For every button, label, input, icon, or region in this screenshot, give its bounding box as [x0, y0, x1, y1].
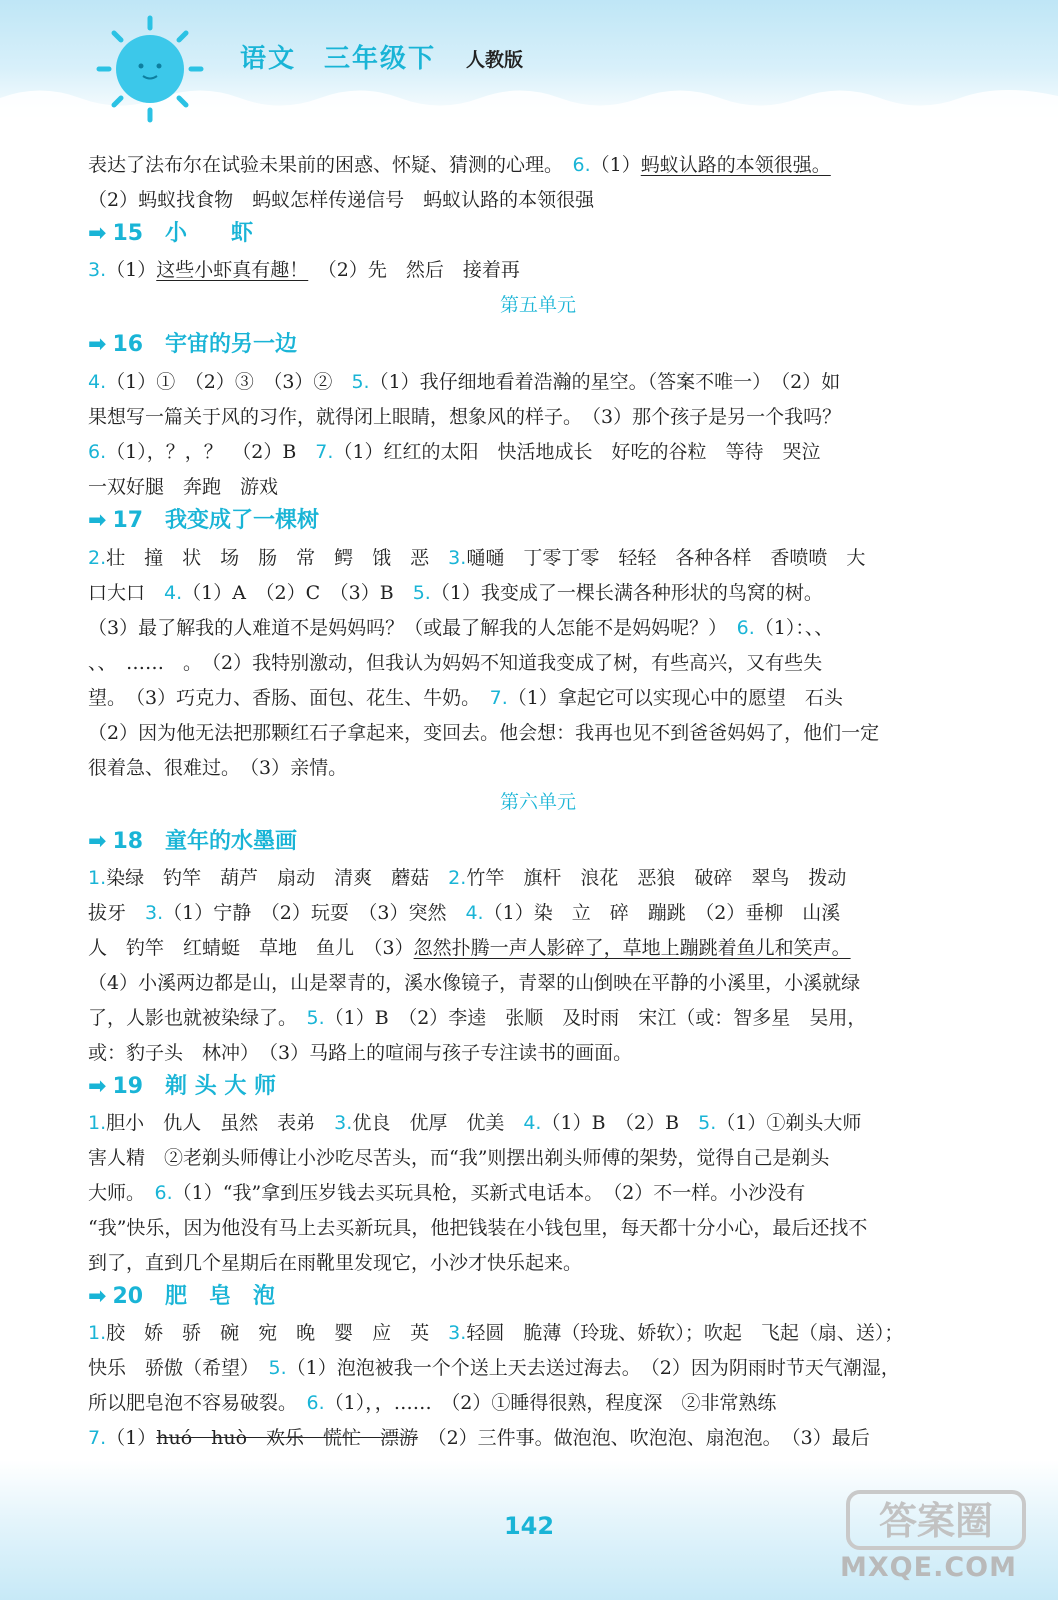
- unit-heading-6: 第六单元: [499, 791, 576, 813]
- answer-line: 2.壮 撞 状 场 肠 常 鳄 饿 恶 3.嗵嗵 丁零丁零 轻轻 各种各样 香喷喷 大: [88, 547, 866, 569]
- lesson-heading-20: ➡ 20 肥 皂 泡: [88, 1284, 276, 1309]
- answer-line: 表达了法布尔在试验未果前的困惑、怀疑、猜测的心理。 6.（1）蚂蚁认路的本领很强。: [88, 154, 831, 176]
- lesson-heading-15: ➡ 15 小 虾: [88, 221, 254, 246]
- answer-line: 6.（1），？，？ （2）B 7.（1）红红的太阳 快活地成长 好吃的谷粒 等待 哭泣: [88, 441, 821, 463]
- answer-line: 很着急、很难过。 （3）亲情。: [88, 757, 348, 779]
- answer-line: 7.（1）huó huò 欢乐 慌忙 漂游 （2）三件事。做泡泡、吹泡泡、扇泡泡。 （3）最后: [88, 1427, 870, 1449]
- answer-line: 快乐 骄傲（希望） 5.（1）泡泡被我一个个送上天去送过海去。 （2）因为阴雨时节天气潮湿，: [88, 1357, 900, 1379]
- answer-line: 1.染绿 钓竿 葫芦 扇动 清爽 蘑菇 2.竹竿 旗杆 浪花 恶狼 破碎 翠鸟 拨动: [88, 867, 847, 889]
- answer-line: 果想写一篇关于风的习作，就得闭上眼睛，想象风的样子。 （3）那个孩子是另一个我吗？: [88, 406, 842, 428]
- header-subject: 语文: [240, 44, 297, 74]
- page-header: [0, 0, 1058, 125]
- sun-icon: [95, 14, 205, 124]
- lesson-heading-18: ➡ 18 童年的水墨画: [88, 829, 298, 854]
- answer-line: 、、 …… 。 （2）我特别激动，但我认为妈妈不知道我变成了树，有些高兴，又有些失: [88, 652, 823, 674]
- svg-text:答案圈: 答案圈: [878, 1499, 994, 1543]
- answer-line: 了，人影也就被染绿了。 5.（1）B （2）李逵 张顺 及时雨 宋江（或：智多星 吴用，: [88, 1007, 867, 1029]
- answer-line: 所以肥皂泡不容易破裂。 6.（1），，…… （2）①睡得很熟，程度深 ②非常熟练: [88, 1392, 777, 1414]
- answer-line: 害人精 ②老剃头师傅让小沙吃尽苦头，而“我”则摆出剃头师傅的架势，觉得自己是剃头: [88, 1147, 830, 1169]
- header-edition: 人教版: [466, 49, 524, 71]
- answer-line: 或：豹子头 林冲） （3）马路上的喧闹与孩子专注读书的画面。: [88, 1042, 633, 1064]
- unit-heading-5: 第五单元: [499, 294, 576, 316]
- answer-line: （2）蚂蚁找食物 蚂蚁怎样传递信号 蚂蚁认路的本领很强: [88, 189, 595, 211]
- lesson-heading-19: ➡ 19 剃 头 大 师: [88, 1074, 277, 1099]
- lesson-heading-16: ➡ 16 宇宙的另一边: [88, 332, 298, 357]
- answer-line: 人 钓竿 红蜻蜓 草地 鱼儿 （3）忽然扑腾一声人影碎了，草地上蹦跳着鱼儿和笑声。: [88, 937, 851, 959]
- page-number: 142: [503, 1512, 555, 1540]
- answer-line: 1.胶 娇 骄 碗 宛 晚 婴 应 英 3.轻圆 脆薄（玲珑、娇软）；吹起 飞起（扇、送）；: [88, 1322, 904, 1344]
- header-grade: 三年级下: [324, 44, 437, 74]
- answer-line: “我”快乐，因为他没有马上去买新玩具，他把钱装在小钱包里，每天都十分小心，最后还找不: [88, 1217, 868, 1239]
- answer-line: 大师。 6.（1）“我”拿到压岁钱去买玩具枪，买新式电话本。 （2）不一样。小沙没有: [88, 1182, 806, 1204]
- answer-line: （4）小溪两边都是山，山是翠青的，溪水像镜子，青翠的山倒映在平静的小溪里，小溪就绿: [88, 972, 861, 994]
- lesson-heading-17: ➡ 17 我变成了一棵树: [88, 508, 320, 533]
- answer-line: 3.（1）这些小虾真有趣！ （2）先 然后 接着再: [88, 259, 520, 281]
- watermark-text: MXQE.COM: [840, 1552, 1017, 1583]
- answer-line: 口大口 4.（1）A （2）C （3）B 5.（1）我变成了一棵长满各种形状的鸟窝的树。: [88, 582, 823, 604]
- answer-line: 一双好腿 奔跑 游戏: [88, 476, 279, 498]
- answer-line: 到了，直到几个星期后在雨靴里发现它，小沙才快乐起来。: [88, 1252, 583, 1274]
- answer-line: 望。 （3）巧克力、香肠、面包、花生、牛奶。 7.（1）拿起它可以实现心中的愿望 石头: [88, 687, 843, 709]
- answer-line: 4.（1）① （2）③ （3）② 5.（1）我仔细地看着浩瀚的星空。（答案不唯一） （2）如: [88, 371, 841, 393]
- answer-line: 1.胆小 仇人 虽然 表弟 3.优良 优厚 优美 4.（1）B （2）B 5.（1）①剃头大师: [88, 1112, 862, 1134]
- answer-line: （2）因为他无法把那颗红石子拿起来，变回去。他会想：我再也见不到爸爸妈妈了，他们一定: [88, 722, 880, 744]
- answer-line: 拔牙 3.（1）宁静 （2）玩耍 （3）突然 4.（1）染 立 碎 蹦跳 （2）垂柳 山溪: [88, 902, 841, 924]
- answer-line: （3）最了解我的人难道不是妈妈吗？（或最了解我的人怎能不是妈妈呢？） 6.（1）：、、: [88, 617, 834, 639]
